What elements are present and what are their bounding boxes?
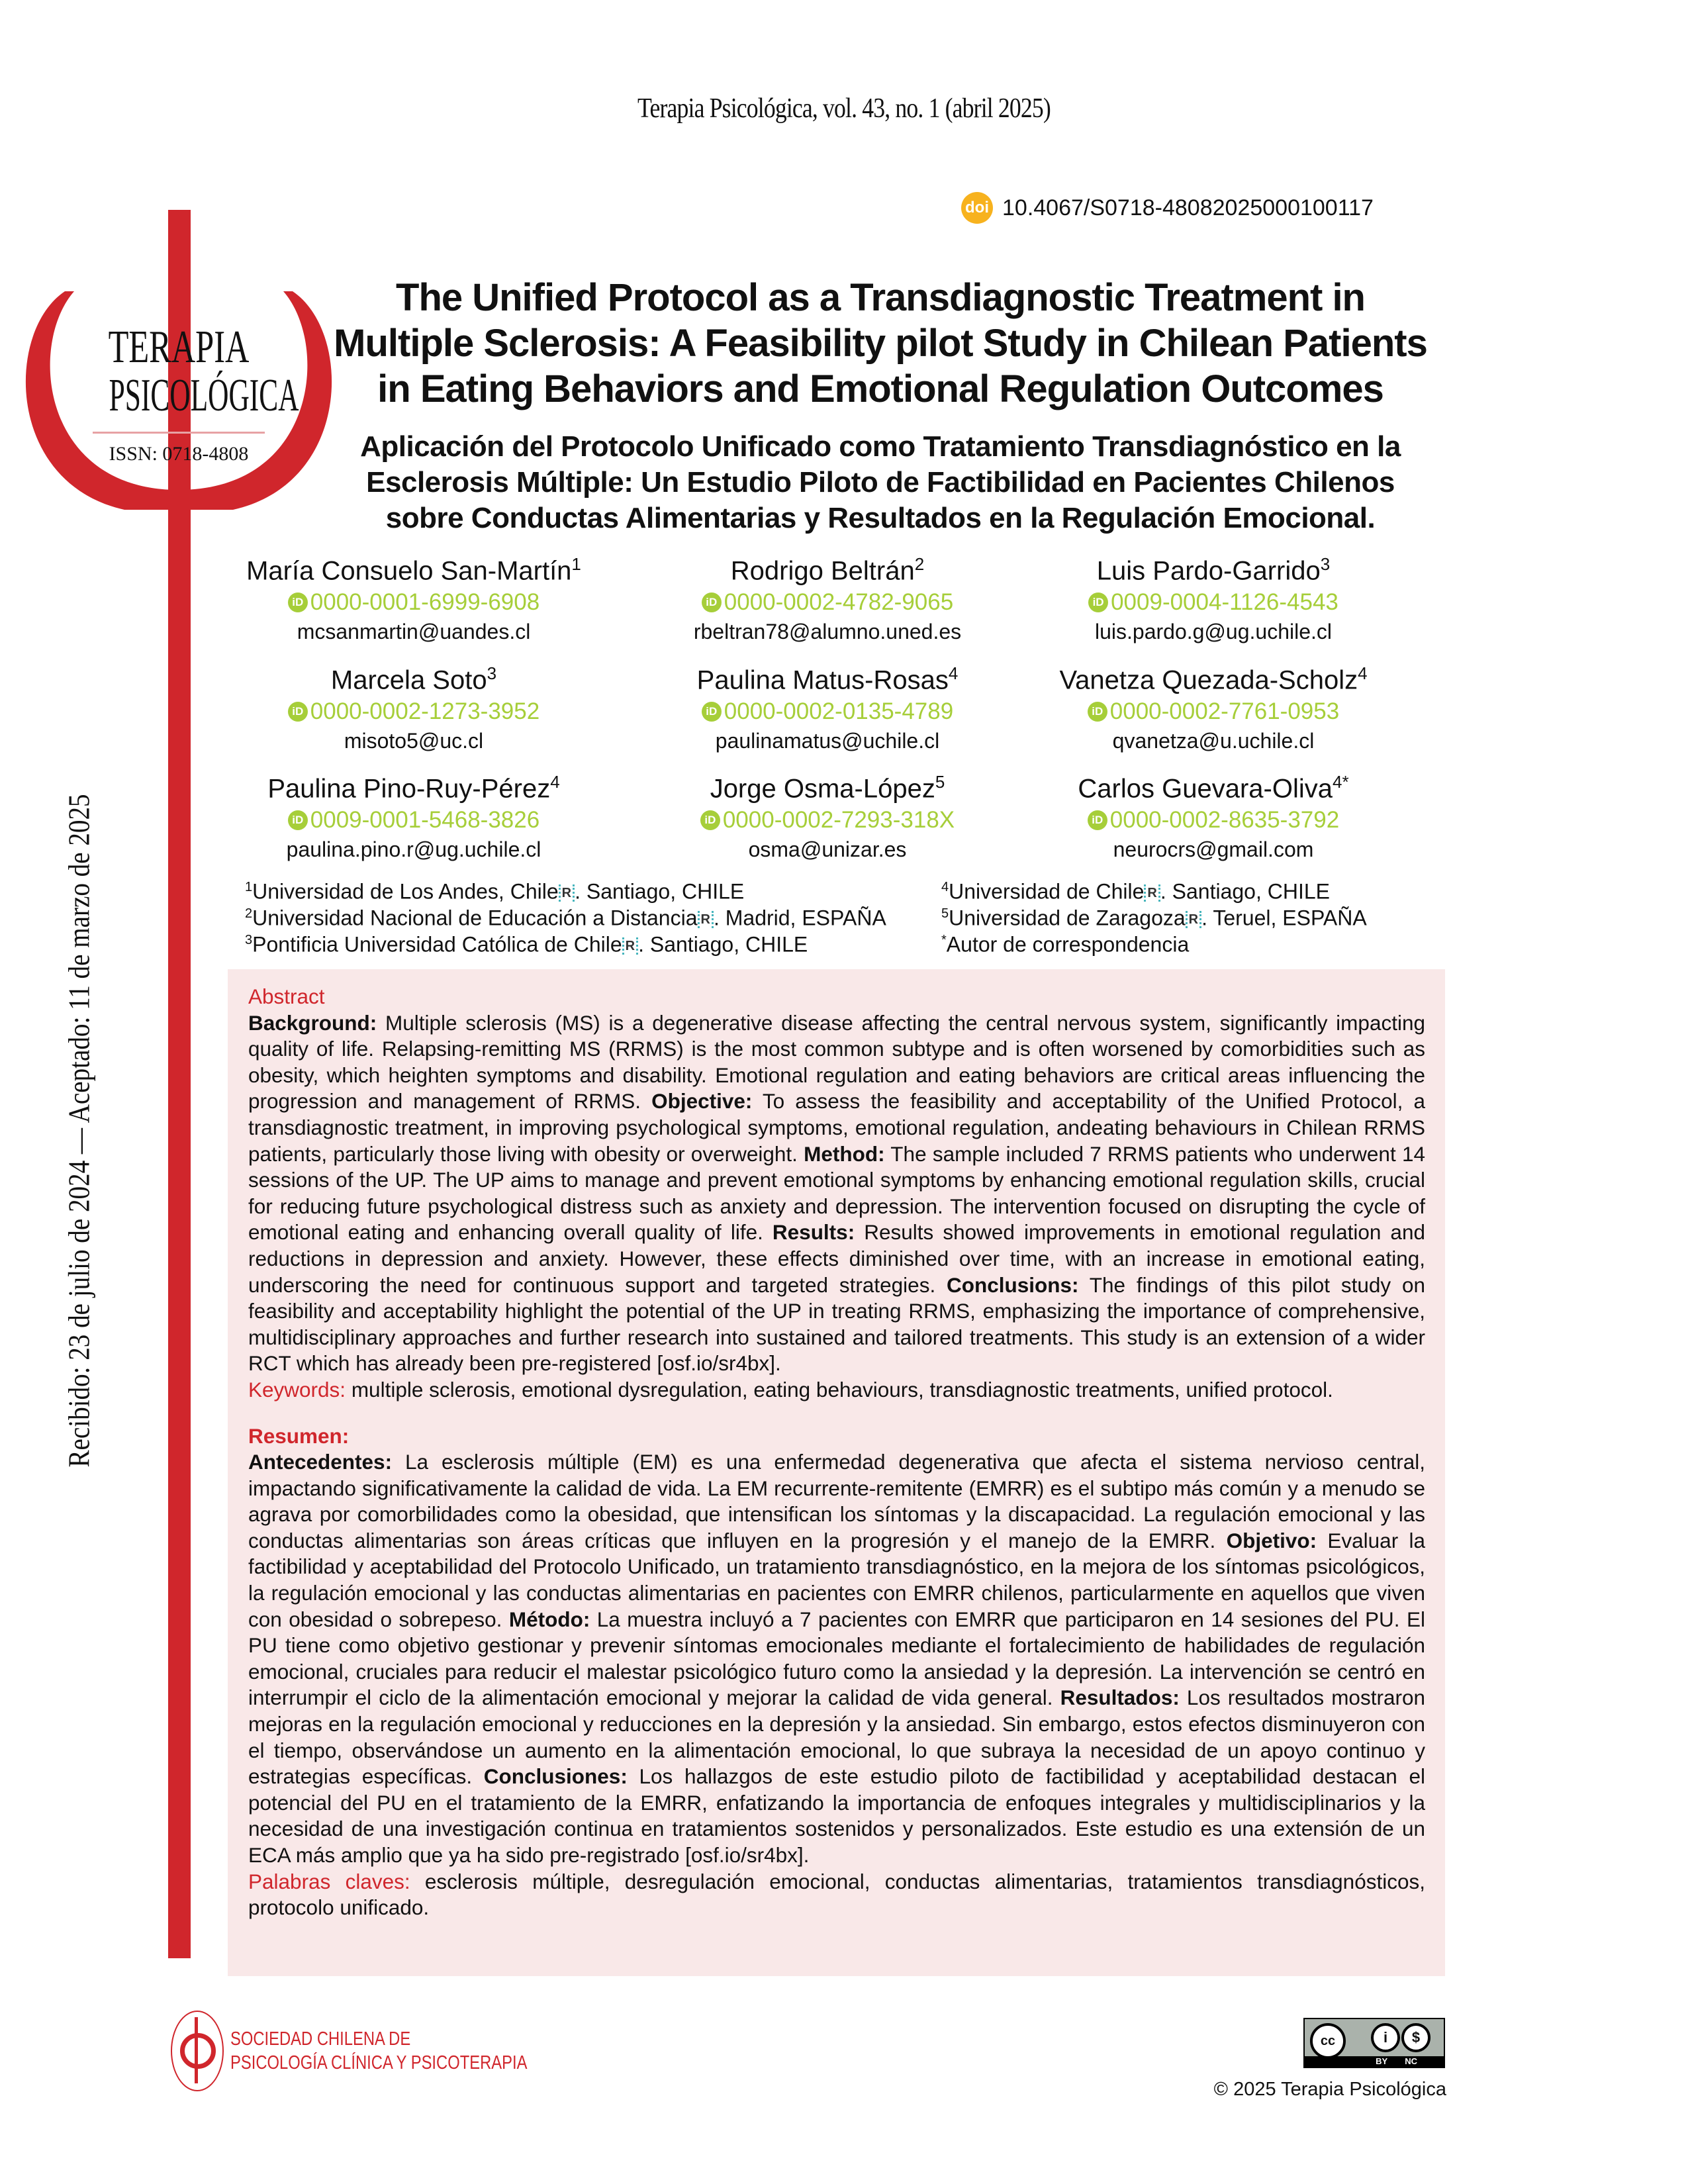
orcid-id: 0000-0002-0135-4789	[724, 698, 954, 725]
author-email[interactable]: misoto5@uc.cl	[344, 729, 484, 753]
journal-logo	[66, 322, 299, 465]
author-affiliation-sup: 4	[550, 772, 560, 792]
author-email[interactable]: paulinamatus@uchile.cl	[715, 729, 940, 753]
affiliation-sup: 4	[941, 880, 949, 894]
orcid-id: 0000-0002-4782-9065	[724, 589, 954, 616]
abstract-text	[248, 984, 1425, 1921]
title-line: Aplicación del Protocolo Unificado como Tratamiento Transdiagnóstico en la	[360, 430, 1401, 463]
author-email[interactable]: paulina.pino.r@ug.uchile.cl	[286, 837, 541, 862]
affiliation-sup: 1	[245, 880, 253, 894]
section-text: To assess the feasibility and acceptability of the Unified Protocol, a transdiagnostic treatment, in improving psychological symptoms, emotional regulation, andeating behaviours in Chilean RRMS patients, particularly those living with obesity or overweight.	[248, 1089, 1425, 1166]
author-name-text: Paulina Pino-Ruy-Pérez	[267, 774, 551, 804]
phi-logo-icon	[171, 2011, 224, 2091]
orcid-link[interactable]	[1008, 587, 1419, 618]
ror-icon[interactable]: R	[622, 937, 638, 955]
section-label: Objetivo:	[1226, 1528, 1317, 1552]
affiliation-name: Universidad de Chile	[949, 879, 1145, 904]
affiliation-place: . Santiago, CHILE	[638, 932, 808, 957]
author-name-text: María Consuelo San-Martín	[246, 556, 572, 586]
author-name	[209, 548, 619, 587]
author-email[interactable]: qvanetza@u.uchile.cl	[1112, 729, 1315, 753]
section-label: Conclusiones:	[483, 1764, 628, 1789]
nc-icon: $	[1401, 2023, 1430, 2052]
author-name-text: Rodrigo Beltrán	[730, 556, 915, 586]
orcid-icon: iD	[1088, 810, 1107, 830]
section-text: Results showed improvements in emotional regulation and reductions in depression and anxiety. However, these effects diminished over time, with an increase in emotional eating, underscoring the need for continuous support and targeted strategies.	[248, 1220, 1425, 1297]
section-text: Los hallazgos de este estudio piloto de factibilidad y aceptabilidad destacan el potencial del PU en el tratamiento de la EMRR, enfatizando la importancia de enfoques integrales y multidisciplinarios y la necesidad de una investigación continua en tratamientos sostenidos y personalizados. Este estudio es una extensión de un ECA más amplio que ya ha sido pre-registrado [osf.io/sr4bx].	[248, 1764, 1426, 1867]
author-email[interactable]: mcsanmartin@uandes.cl	[297, 620, 531, 644]
keywords-text: esclerosis múltiple, desregulación emocional, conductas alimentarias, tratamientos transdiagnósticos, protocolo unificado.	[248, 1869, 1425, 1920]
keywords-text: multiple sclerosis, emotional dysregulation, eating behaviours, transdiagnostic treatments, unified protocol.	[346, 1377, 1333, 1401]
section-label: Conclusions:	[947, 1272, 1079, 1297]
author-name-text: Jorge Osma-López	[710, 774, 935, 804]
author-card	[622, 548, 1033, 645]
author-name	[622, 766, 1033, 804]
section-label: Resultados:	[1060, 1685, 1180, 1710]
abstract-keywords	[248, 1377, 1425, 1403]
orcid-id: 0009-0001-5468-3826	[310, 807, 540, 833]
affiliation-sup: *	[941, 933, 947, 947]
author-affiliation-sup: 4*	[1333, 772, 1349, 792]
affiliation-name: Universidad de Los Andes, Chile	[252, 879, 559, 904]
orcid-link[interactable]	[1008, 804, 1419, 836]
author-email[interactable]: osma@unizar.es	[748, 837, 907, 862]
author-card	[622, 657, 1033, 754]
affiliation-place: . Santiago, CHILE	[1160, 879, 1330, 904]
ror-icon[interactable]: R	[1186, 911, 1201, 928]
author-email[interactable]: luis.pardo.g@ug.uchile.cl	[1094, 620, 1332, 644]
abstract-heading: Abstract	[248, 984, 325, 1008]
author-name	[1008, 657, 1419, 696]
affiliation-sup: 5	[941, 906, 949, 921]
affiliation-name: Autor de correspondencia	[946, 932, 1190, 957]
logo-divider	[93, 432, 265, 434]
author-card	[622, 766, 1033, 863]
title-line: Multiple Sclerosis: A Feasibility pilot Study in Chilean Patients	[334, 322, 1427, 365]
orcid-icon: iD	[288, 702, 308, 722]
author-email[interactable]: neurocrs@gmail.com	[1113, 837, 1314, 862]
author-affiliation-sup: 5	[935, 772, 945, 792]
title-line: in Eating Behaviors and Emotional Regulation Outcomes	[377, 367, 1383, 410]
cc-license-badge[interactable]	[1303, 2018, 1445, 2068]
orcid-link[interactable]	[622, 804, 1033, 836]
author-card	[209, 657, 619, 754]
author-name	[1008, 548, 1419, 587]
author-name	[1008, 766, 1419, 804]
affiliation-place: . Santiago, CHILE	[575, 879, 745, 904]
affiliation-place: . Madrid, ESPAÑA	[713, 906, 886, 930]
cc-by-label: BY	[1376, 2056, 1388, 2066]
affiliation-name: Pontificia Universidad Católica de Chile	[252, 932, 622, 957]
section-label: Método:	[508, 1607, 590, 1631]
orcid-icon: iD	[1088, 702, 1107, 722]
orcid-icon: iD	[288, 593, 308, 612]
section-text: The sample included 7 RRMS patients who underwent 14 sessions of the UP. The UP aims to manage and prevent emotional symptoms by enhancing emotional regulation skills, crucial for reducing future psychological distress such as anxiety and depression. The intervention focused on disrupting the cycle of emotional eating and enhancing overall quality of life.	[248, 1141, 1425, 1245]
orcid-link[interactable]	[622, 587, 1033, 618]
author-card	[1008, 657, 1419, 754]
author-name	[209, 657, 619, 696]
author-affiliation-sup: 4	[1358, 663, 1368, 683]
doi-link[interactable]	[961, 192, 1374, 224]
logo-issn: ISSN: 0718-4808	[109, 443, 249, 465]
copyright: © 2025 Terapia Psicológica	[1213, 2079, 1446, 2100]
section-label: Background:	[248, 1010, 377, 1035]
cc-icon: cc	[1310, 2023, 1346, 2059]
orcid-id: 0009-0004-1126-4543	[1111, 589, 1338, 616]
title-line: The Unified Protocol as a Transdiagnostic Treatment in	[396, 276, 1365, 319]
abstract-body	[248, 1010, 1425, 1377]
doi-icon: doi	[961, 192, 993, 224]
section-text: Evaluar la factibilidad y aceptabilidad del Protocolo Unificado, un tratamiento transdiagnóstico, en la mejora de los síntomas psicológicos, la regulación emocional y las conductas alimentarias en pacientes con EMRR chilenos, particularmente en aquellos que viven con obesidad o sobrepeso.	[248, 1528, 1425, 1631]
author-card	[1008, 766, 1419, 863]
orcid-id: 0000-0002-8635-3792	[1109, 807, 1340, 833]
orcid-link[interactable]	[209, 804, 619, 836]
orcid-icon: iD	[700, 810, 720, 830]
section-text: Los resultados mostraron mejoras en la regulación emocional y reducciones en la depresión y la ansiedad. Sin embargo, estos efectos disminuyeron con el tiempo, observándose un aumento en la alimentación emocional, lo que subraya la necesidad de un apoyo continuo y estrategias específicas.	[248, 1685, 1425, 1789]
section-label: Method:	[804, 1141, 885, 1166]
author-card	[1008, 548, 1419, 645]
orcid-link[interactable]	[209, 587, 619, 618]
author-name-text: Vanetza Quezada-Scholz	[1059, 665, 1358, 695]
title-line: Esclerosis Múltiple: Un Estudio Piloto de Factibilidad en Pacientes Chilenos	[366, 466, 1395, 499]
orcid-icon: iD	[288, 810, 308, 830]
orcid-id: 0000-0001-6999-6908	[310, 589, 540, 616]
section-text: The findings of this pilot study on feasibility and acceptability highlight the potential of the UP in treating RRMS, emphasizing the importance of comprehensive, multidisciplinary approaches and further research into sustained and tailored treatments. This study is an extension of a wider RCT which has already been pre-registered [osf.io/sr4bx].	[248, 1272, 1425, 1376]
author-name	[209, 766, 619, 804]
section-label: Objective:	[651, 1089, 753, 1114]
affiliation-item	[245, 927, 808, 958]
affiliation-sup: 2	[245, 906, 253, 921]
cc-nc-label: NC	[1405, 2056, 1417, 2066]
orcid-icon: iD	[1088, 593, 1108, 612]
keywords-label: Palabras claves:	[248, 1869, 410, 1893]
affiliation-sup: 3	[245, 933, 253, 947]
author-affiliation-sup: 1	[571, 554, 581, 574]
author-name	[622, 548, 1033, 587]
affiliation-name: Universidad de Zaragoza	[949, 906, 1186, 930]
society-name-line2: PSICOLOGÍA CLÍNICA Y PSICOTERAPIA	[230, 2052, 528, 2073]
author-name-text: Carlos Guevara-Oliva	[1078, 774, 1333, 804]
author-name	[622, 657, 1033, 696]
keywords-label: Keywords:	[248, 1377, 346, 1401]
author-affiliation-sup: 2	[914, 554, 925, 574]
section-label: Results:	[772, 1220, 855, 1245]
orcid-icon: iD	[702, 702, 722, 722]
author-name-text: Marcela Soto	[330, 665, 487, 695]
article-title-en	[331, 275, 1430, 412]
section-text: La esclerosis múltiple (EM) es una enfermedad degenerativa que afecta el sistema nervioso central, impactando significativamente la calidad de vida. La EM recurrente-remitente (EMRR) es el subtipo más común y a menudo se agrava por comorbilidades como la obesidad, que intensifican los síntomas y la discapacidad. La regulación emocional y las conductas alimentarias son áreas críticas que influyen en la progresión y el manejo de la EMRR.	[248, 1450, 1425, 1552]
author-name-text: Luis Pardo-Garrido	[1096, 556, 1321, 586]
orcid-link[interactable]	[209, 696, 619, 728]
author-affiliation-sup: 3	[1320, 554, 1331, 574]
resumen-keywords	[248, 1869, 1425, 1921]
article-title-es	[331, 429, 1430, 536]
journal-header: Terapia Psicológica, vol. 43, no. 1 (abril 2025)	[637, 93, 1051, 124]
author-email[interactable]: rbeltran78@alumno.uned.es	[693, 620, 962, 644]
orcid-id: 0000-0002-1273-3952	[310, 698, 540, 725]
society-name-line1: SOCIEDAD CHILENA DE	[230, 2028, 411, 2050]
author-card	[209, 766, 619, 863]
orcid-id: 0000-0002-7293-318X	[722, 807, 955, 833]
resumen-heading: Resumen:	[248, 1423, 350, 1448]
affiliation-item	[941, 927, 1189, 958]
society-logo	[171, 2011, 592, 2091]
doi-value: 10.4067/S0718-48082025000100117	[1002, 195, 1374, 220]
section-text: Multiple sclerosis (MS) is a degenerative disease affecting the central nervous system, significantly impacting quality of life. Relapsing-remitting MS (RRMS) is the most common subtype and is often worsened by comorbidities such as obesity, which heighten symptoms and disability. Emotional regulation and eating behaviors are critical areas influencing the progression and management of RRMS.	[248, 1010, 1425, 1114]
by-icon: i	[1371, 2023, 1400, 2052]
author-name-text: Paulina Matus-Rosas	[696, 665, 949, 695]
title-line: sobre Conductas Alimentarias y Resultados en la Regulación Emocional.	[385, 502, 1376, 534]
resumen-body	[248, 1449, 1425, 1869]
logo-line2: PSICOLÓGICA	[109, 370, 299, 421]
ror-icon[interactable]: R	[698, 911, 714, 928]
section-text: La muestra incluyó a 7 pacientes con EMRR que participaron en 14 sesiones del PU. El PU tiene como objetivo gestionar y prevenir síntomas emocionales mediante el fortalecimiento de habilidades de regulación emocional, cruciales para reducir el malestar psicológico futuro como la ansiedad y la depresión. La intervención se centró en interrumpir el ciclo de la alimentación emocional y mejorar la calidad de vida general.	[248, 1607, 1426, 1710]
ror-icon[interactable]: R	[559, 884, 575, 902]
received-accepted-dates	[62, 735, 97, 1527]
orcid-icon: iD	[702, 593, 722, 612]
section-label: Antecedentes:	[248, 1450, 393, 1474]
affiliation-name: Universidad Nacional de Educación a Distancia	[252, 906, 698, 930]
orcid-id: 0000-0002-7761-0953	[1109, 698, 1340, 725]
side-note-text: Recibido: 23 de julio de 2024 — Aceptado: 11 de marzo de 2025	[62, 794, 96, 1468]
ror-icon[interactable]: R	[1144, 884, 1160, 902]
author-affiliation-sup: 3	[487, 663, 497, 683]
orcid-link[interactable]	[1008, 696, 1419, 728]
affiliation-place: . Teruel, ESPAÑA	[1201, 906, 1367, 930]
logo-line1: TERAPIA	[108, 322, 250, 373]
orcid-link[interactable]	[622, 696, 1033, 728]
author-affiliation-sup: 4	[948, 663, 959, 683]
author-card	[209, 548, 619, 645]
